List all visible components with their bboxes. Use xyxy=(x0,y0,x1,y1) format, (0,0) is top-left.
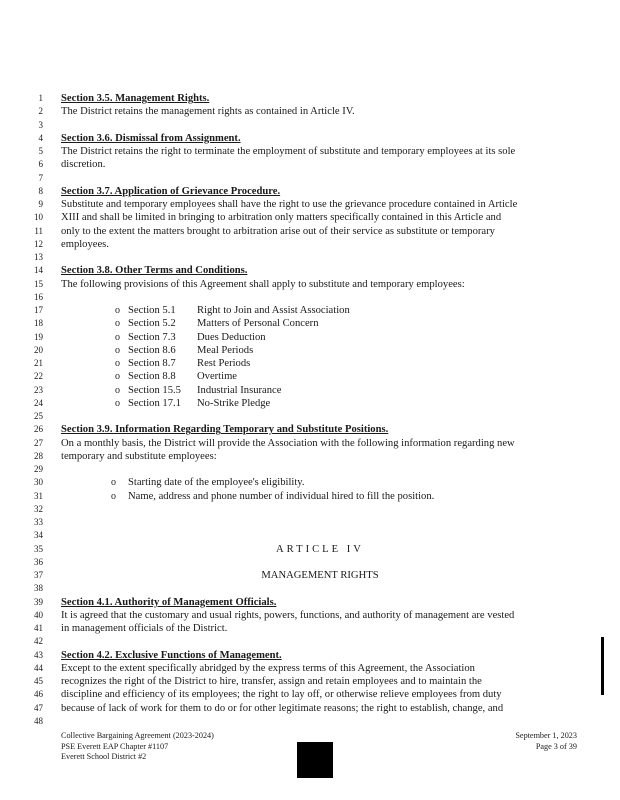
line-number: 34 xyxy=(34,530,43,541)
line-10 xyxy=(0,211,620,224)
line-number: 44 xyxy=(34,662,43,673)
section-heading: Section 3.7. Application of Grievance Procedure. xyxy=(61,185,281,197)
section-ref: Section 5.2 xyxy=(128,318,176,330)
line-19 xyxy=(0,331,620,344)
line-number: 3 xyxy=(38,119,43,130)
body-text: The District retains the right to terminate the employment of substitute and temporary employees at its sole xyxy=(61,146,516,157)
bullet-icon: o xyxy=(115,344,120,356)
line-number: 8 xyxy=(38,185,43,196)
line-9 xyxy=(0,198,620,211)
section-title: Right to Join and Assist Association xyxy=(197,305,350,316)
line-number: 31 xyxy=(34,490,43,501)
line-number: 38 xyxy=(34,583,43,594)
line-number: 30 xyxy=(34,477,43,488)
section-ref: Section 17.1 xyxy=(128,397,181,409)
line-41 xyxy=(0,622,620,635)
line-15 xyxy=(0,278,620,291)
bullet-icon: o xyxy=(115,358,120,369)
section-heading: Section 3.6. Dismissal from Assignment. xyxy=(61,132,241,144)
section-title: Meal Periods xyxy=(197,344,254,356)
line-26 xyxy=(0,423,620,436)
line-45 xyxy=(0,675,620,688)
section-heading: Section 3.8. Other Terms and Conditions. xyxy=(61,265,248,277)
line-42 xyxy=(0,635,620,648)
section-heading: Section 3.9. Information Regarding Temporary and Substitute Positions. xyxy=(61,424,389,436)
line-14 xyxy=(0,264,620,277)
body-text: in management officials of the District. xyxy=(61,623,228,634)
body-text: Substitute and temporary employees shall have the right to use the grievance procedure contained in Article xyxy=(61,199,518,210)
body-text: only to the extent the matters brought to arbitration arise out of their service as substitute or temporary xyxy=(61,225,495,237)
line-6 xyxy=(0,158,620,171)
line-31 xyxy=(0,490,620,503)
line-number: 29 xyxy=(34,464,43,474)
section-ref: Section 15.5 xyxy=(128,384,181,396)
line-13 xyxy=(0,251,620,264)
section-ref: Section 8.6 xyxy=(128,344,176,356)
body-text: On a monthly basis, the District will provide the Association with the following information regarding new xyxy=(61,437,515,449)
line-number: 2 xyxy=(38,106,43,117)
redaction-box xyxy=(297,742,333,778)
line-3 xyxy=(0,119,620,132)
line-number: 43 xyxy=(34,649,43,660)
line-number: 32 xyxy=(34,503,43,514)
line-46 xyxy=(0,688,620,701)
bullet-icon: o xyxy=(115,384,120,396)
line-number: 48 xyxy=(34,715,43,726)
line-25 xyxy=(0,410,620,423)
line-number: 39 xyxy=(34,596,43,607)
section-ref: Section 8.7 xyxy=(128,358,176,369)
footer-date: September 1, 2023 xyxy=(515,731,577,740)
bullet-text: Name, address and phone number of individual hired to fill the position. xyxy=(128,490,435,502)
line-48 xyxy=(0,715,620,728)
footer-district: Everett School District #2 xyxy=(61,752,147,761)
section-heading: Section 3.5. Management Rights. xyxy=(61,93,210,104)
line-number: 40 xyxy=(34,609,43,620)
line-number: 6 xyxy=(38,159,43,170)
line-number: 15 xyxy=(34,278,43,289)
line-number: 18 xyxy=(34,318,43,329)
section-title: Overtime xyxy=(197,371,238,383)
body-text: Except to the extent specifically abridged by the express terms of this Agreement, the Association xyxy=(61,662,475,674)
section-ref: Section 7.3 xyxy=(128,331,176,343)
line-2 xyxy=(0,105,620,118)
line-number: 11 xyxy=(34,225,43,236)
line-number: 25 xyxy=(34,411,43,421)
line-number: 42 xyxy=(34,636,43,647)
line-number: 13 xyxy=(34,252,43,262)
line-number: 14 xyxy=(34,265,43,276)
bullet-icon: o xyxy=(115,371,120,383)
bullet-icon: o xyxy=(115,331,120,343)
line-22 xyxy=(0,370,620,383)
line-23 xyxy=(0,384,620,397)
line-number: 19 xyxy=(34,331,43,342)
bullet-icon: o xyxy=(115,397,120,409)
line-number: 35 xyxy=(34,543,43,554)
line-28 xyxy=(0,450,620,463)
footer-page-number: Page 3 of 39 xyxy=(535,741,577,751)
line-34 xyxy=(0,529,620,542)
line-1 xyxy=(0,92,620,105)
centered-heading: ARTICLE IV xyxy=(276,543,364,555)
footer-left xyxy=(61,731,214,763)
body-text: discipline and efficiency of its employees; the right to lay off, or otherwise relieve employees from duty xyxy=(61,689,502,701)
line-number: 23 xyxy=(34,384,43,395)
line-39 xyxy=(0,596,620,609)
section-ref: Section 8.8 xyxy=(128,371,176,383)
line-5 xyxy=(0,145,620,158)
bullet-icon: o xyxy=(111,490,116,502)
body-text: The following provisions of this Agreement shall apply to substitute and temporary employees: xyxy=(61,278,465,290)
section-title: Dues Deduction xyxy=(197,331,266,343)
centered-heading: MANAGEMENT RIGHTS xyxy=(261,570,379,581)
section-heading: Section 4.1. Authority of Management Officials. xyxy=(61,596,277,608)
line-12 xyxy=(0,238,620,251)
line-number: 45 xyxy=(34,676,43,686)
line-number: 12 xyxy=(34,238,43,249)
line-number: 7 xyxy=(38,172,43,183)
line-number: 21 xyxy=(34,358,43,368)
section-title: Rest Periods xyxy=(197,358,251,369)
line-24 xyxy=(0,397,620,410)
bullet-icon: o xyxy=(115,305,120,316)
line-number: 37 xyxy=(34,570,43,580)
bullet-text: Starting date of the employee's eligibility. xyxy=(128,477,305,489)
line-43 xyxy=(0,649,620,662)
line-number: 36 xyxy=(34,556,43,567)
line-number: 27 xyxy=(34,437,43,448)
line-27 xyxy=(0,437,620,450)
line-number: 26 xyxy=(34,424,43,435)
body-text: XIII and shall be limited in bringing to arbitration only matters specifically contained in this Article and xyxy=(61,212,502,224)
line-number: 17 xyxy=(34,305,43,315)
line-21 xyxy=(0,357,620,370)
bullet-icon: o xyxy=(115,318,120,330)
line-40 xyxy=(0,609,620,622)
line-30 xyxy=(0,476,620,489)
body-text: discretion. xyxy=(61,159,106,171)
line-7 xyxy=(0,172,620,185)
section-title: No-Strike Pledge xyxy=(197,397,271,409)
line-16 xyxy=(0,291,620,304)
line-20 xyxy=(0,344,620,357)
body-text: recognizes the right of the District to hire, transfer, assign and retain employees and to maintain the xyxy=(61,676,482,687)
body-text: employees. xyxy=(61,238,109,250)
change-bar xyxy=(601,637,604,695)
section-ref: Section 5.1 xyxy=(128,305,176,316)
section-title: Industrial Insurance xyxy=(197,384,282,396)
line-number: 41 xyxy=(34,623,43,633)
bullet-icon: o xyxy=(111,477,116,489)
line-number: 47 xyxy=(34,702,43,713)
line-17 xyxy=(0,304,620,317)
line-number: 9 xyxy=(38,199,43,209)
body-text: temporary and substitute employees: xyxy=(61,450,217,462)
line-32 xyxy=(0,503,620,516)
line-38 xyxy=(0,582,620,595)
line-number: 28 xyxy=(34,450,43,461)
line-number: 1 xyxy=(38,93,43,103)
footer-chapter: PSE Everett EAP Chapter #1107 xyxy=(61,741,169,751)
body-text: It is agreed that the customary and usual rights, powers, functions, and authority of management are vested xyxy=(61,609,515,621)
line-35 xyxy=(0,543,620,556)
line-number: 46 xyxy=(34,689,43,700)
line-11 xyxy=(0,225,620,238)
body-text: because of lack of work for them to do or for other legitimate reasons; the right to establish, change, and xyxy=(61,702,504,714)
line-number: 33 xyxy=(34,517,43,527)
footer-right xyxy=(515,731,577,752)
line-number: 24 xyxy=(34,397,43,408)
footer-agreement-title: Collective Bargaining Agreement (2023-2024) xyxy=(61,731,214,740)
line-number: 20 xyxy=(34,344,43,355)
line-number: 16 xyxy=(34,291,43,302)
line-number: 10 xyxy=(34,212,43,223)
section-heading: Section 4.2. Exclusive Functions of Management. xyxy=(61,649,282,661)
line-number: 22 xyxy=(34,371,43,382)
line-18 xyxy=(0,317,620,330)
line-number: 5 xyxy=(38,146,43,156)
line-33 xyxy=(0,516,620,529)
body-text: The District retains the management rights as contained in Article IV. xyxy=(61,106,355,118)
line-number: 4 xyxy=(38,132,43,143)
line-47 xyxy=(0,702,620,715)
line-37 xyxy=(0,569,620,582)
line-29 xyxy=(0,463,620,476)
line-4 xyxy=(0,132,620,145)
line-8 xyxy=(0,185,620,198)
section-title: Matters of Personal Concern xyxy=(197,318,319,330)
line-44 xyxy=(0,662,620,675)
line-36 xyxy=(0,556,620,569)
